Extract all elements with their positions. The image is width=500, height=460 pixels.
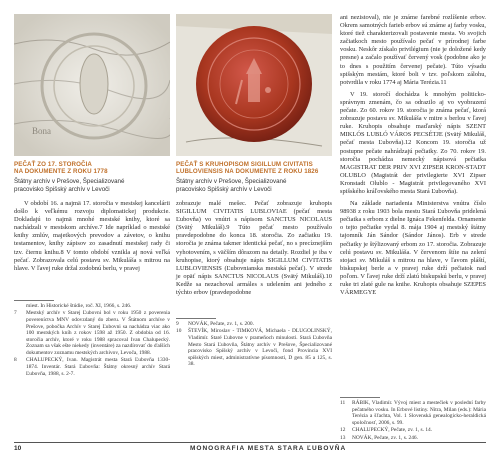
footnote-number: 13 bbox=[340, 434, 346, 441]
seal-photo-17th-century bbox=[14, 14, 170, 156]
footnote-number: 7 bbox=[14, 310, 17, 317]
footnote-number bbox=[14, 303, 26, 310]
column-2-footnotes bbox=[176, 321, 332, 369]
footnote-text: RÁBIK, Vladimír. Vývoj miest a mestečiek v poslední farby pečatného vosku. In Erbové listiny. Nitra, Milan (eds.): Mária Terézia a šľachta, Vol. 1 Slovenská genealogicko-heraldická spoločnosť, 2006, s. 99. bbox=[352, 400, 486, 426]
footnote-number: 10 bbox=[176, 328, 182, 335]
footnote-text: ŠTEVÍK, Miroslav - TIMKOVÁ, Michaela - DLUGOLINSKÝ, Vladimír. Staré Ľubovne v prameňoch minulosti. Stará Ľubovňa Mesto Stará Ľubovňa, Štátny archív v Prešove, Špecializované pracovisko Spišský archív v Levoči, fond Provincia XVI spišských miest, administratívne písomnosti, D gen. 85 a 125, s. 38. bbox=[188, 328, 332, 368]
seal-photo-1826 bbox=[176, 14, 332, 156]
footnote-rule bbox=[176, 318, 216, 319]
footnote bbox=[176, 328, 332, 368]
footnote-text: CHALUPECKÝ, Pečate, zv. 1, s. 14. bbox=[352, 427, 433, 434]
footnote-text: CHALUPECKÝ, Ivan. Magistrát mesta Stará Ľubovňa 1330-1874. Inventár. Stará Ľubovňa: Štátny okresný archív Stará Ľubovňa, 1988, s. 2-7. bbox=[26, 357, 170, 377]
column-3-body-text bbox=[340, 14, 486, 297]
footnote-text: Mestský archív v Starej Ľubovni bol v roku 1950 z poverenia povereníctva MNV odovzdaný do zberu. V Štátnom archíve v Prešove, pobočka Archív v Starej Ľubovni sa nachádza viac ako 100 mestských kníh z rokov 1598 až 1950. Z obdobia od 16. storočia archív, ktoré v roku 1988 spracoval Ivan Chalupecký. Zoznam sa však ešte niekedy (inventáre) za nazdírovať do ďalších dokumentov zoznamu mestských archivov, Levoča, 1988. bbox=[26, 310, 170, 356]
paragraph: Na základe nariadenia Ministerstva vnútra číslo 98938 z roku 1903 bola mestu Stará Ľubovňa pridelená pečiatka s erbom z dielne Ignáca Fekenfelda. Ornamenie o tejto pečiatke vydal 8. mája 1904 aj mestský štátny tajomník Ján Sándor (Sándor János). Erb v strede pečiatky je štýlizovaný erbom zo 17. storočia. Zobrazuje celú postavu sv. Mikuláša. V červenom štíte na zelení stojaci sv. Mikuláš s mitrou na hlave, v ľavom pláští, biskupskej berle a v pravej ruke drží pečiatok nad poľom. V ľavej ruke drží zlatú biskupskú berlu, v pravej ruke tri zlaté gule na knihe. Kruhopis obsahuje SZEPES VÁRMEGYE bbox=[340, 200, 486, 297]
column-2-body-text bbox=[176, 200, 332, 297]
footnote bbox=[176, 321, 332, 328]
footnote-number: 9 bbox=[176, 321, 179, 327]
footnote-text: miest. In Historické štúdie, roč. XI, 1966, s. 246. bbox=[26, 303, 132, 309]
footnote bbox=[14, 357, 170, 377]
figure-left-caption-text: Štátny archív v Prešove, Špecializované pracovisko Spišský archív v Levoči bbox=[14, 178, 125, 193]
figure-right-caption-text: Štátny archív v Prešove, Špecializované pracovisko Spišský archív v Levoči bbox=[176, 178, 287, 193]
page-number: 10 bbox=[14, 445, 22, 452]
seal-photo-image bbox=[14, 14, 170, 156]
footnote-text: NOVÁK, Pečate, zv. 1, s. 246. bbox=[352, 434, 418, 441]
running-head: MONOGRAFIA MESTA STARA ĽUBOVŇA bbox=[190, 445, 347, 452]
footnote-number: 11 bbox=[340, 400, 346, 406]
footer-rule bbox=[14, 442, 486, 443]
svg-text:Bona: Bona bbox=[32, 126, 51, 136]
footnote-number: 8 bbox=[14, 357, 17, 364]
footnote bbox=[14, 303, 170, 310]
figure-right-caption-title: PEČAŤ S KRUHOPISOM SIGILLUM CIVITATIS LUBLOVIENSIS NA DOKUMENTE Z ROKU 1826 bbox=[176, 161, 319, 176]
footnote-rule bbox=[340, 397, 380, 398]
figure-left-caption-title: PEČAŤ ZO 17. STOROČIA NA DOKUMENTE Z ROKU 1778 bbox=[14, 161, 108, 176]
column-3-footnotes bbox=[340, 400, 486, 442]
footnote-text: NOVÁK, Pečate, zv. 1, s. 200. bbox=[188, 321, 254, 327]
paragraph: zobrazuje malé mešec. Pečať zobrazuje kruhopis SIGILLUM CIVITATIS LUBLOVIAE (pečať mesta Ľubovňa) vo vnútri s nápisom SANCTUS NICOLAUS (Svätý Mikuláš).9 Túto pečať mesto používalo pravdepodobne do konca 18. storočia. Zo začiatku 19. storočia je známa takmer identická pečať, no s precíznejším vyhotovením, s väčším dôrazom na detaily. Rozdiel je iba v kruhopise, ktorý obsahuje nápis SIGILLUM CIVITATIS LUBLOVIENSIS (Ľubovnianska mestská pečať). V strede je opäť nápis SANCTUS NICOLAUS (Svätý Mikuláš).10 Kedže sa nezachoval armáles s udelením ani jedného z týchto erbov (pravdepodobne bbox=[176, 200, 332, 297]
column-1-footnotes bbox=[14, 303, 170, 378]
footnote bbox=[340, 400, 486, 426]
footnote bbox=[14, 310, 170, 356]
paragraph: V 19. storočí dochádza k mnohým politicko-správnym zmenám, čo sa odrazilo aj vo vyobrazení pečate. Zo 60. rokov 19. storočia je známa pečať, ktorá zobrazuje postavu sv. Mikuláša v mitre s berlou v ľavej ruke. Kruhopis obsahuje maďarský nápis SZENT MIKLÓS LUBLÓ VÁROS PECSÉTJE (Svätý Mikuláš, pečať mesta Ľubovňa).12 Koncom 19. storočia už postupne pečate nahrádzajú pečiatky. Zo 70. rokov 19. storočia pochádza nemecký nápisová pečiatka MAGISTRAT DER PRIV XVI ZIPSER KRON-STADT OLUBLO (Magistrát der privilegierte XVI Zipser Kronstadt Olublo - Magistrát privilegovaného XVI spišského kráľovského mesta Stará Ľubovňa). bbox=[340, 90, 486, 195]
footnote-rule bbox=[14, 300, 54, 301]
column-1-body-text bbox=[14, 200, 170, 273]
footnote-number: 12 bbox=[340, 427, 346, 434]
paragraph: V období 16. a najmä 17. storočia v mestskej kancelárii došlo k veľkému rozvoju diplomatickej produkcie. Dokladajú to najmä mnohé mestské knihy, ktoré sa nachádzali v mestskom archíve.7 Ide napríklad o mestské knihy zmlúv, majetkových prevodov a závetov, o knihu testamentov, knihy zápisov zo zasadnutí mestskej rady či tzv. čiernu knihu.8 V tomto období vznikla aj nová veľká pečať. Zobrazovala celú postavu sv. Mikuláša s mitrou na hlave. V ľavej ruke držal zodobnú berlu, v pravej bbox=[14, 200, 170, 272]
footnote bbox=[340, 427, 486, 434]
paragraph: ani nezistoval), nie je známe farebné rozlíšenie erbov. Okrem samotných farieb erbov sú známe aj farby vosku, ktoré tiež charakterizovali postavenie mesta. Vo svojich začiatkoch mesto používalo pečať v prírodnej farbe vosku. Neskôr získalo privilégium (nie je doložené kedy presne) a začalo používať červený vosk (podobne ako je to dnes s použitím červenej pečate). Túto výsadu spišským mestám, ktoré boli v tzv. poľskom zálohu, potvrdila v roku 1774 aj Mária Terézia.11 bbox=[340, 14, 486, 86]
footnote bbox=[340, 435, 486, 442]
red-wax-seal-image bbox=[176, 14, 332, 156]
